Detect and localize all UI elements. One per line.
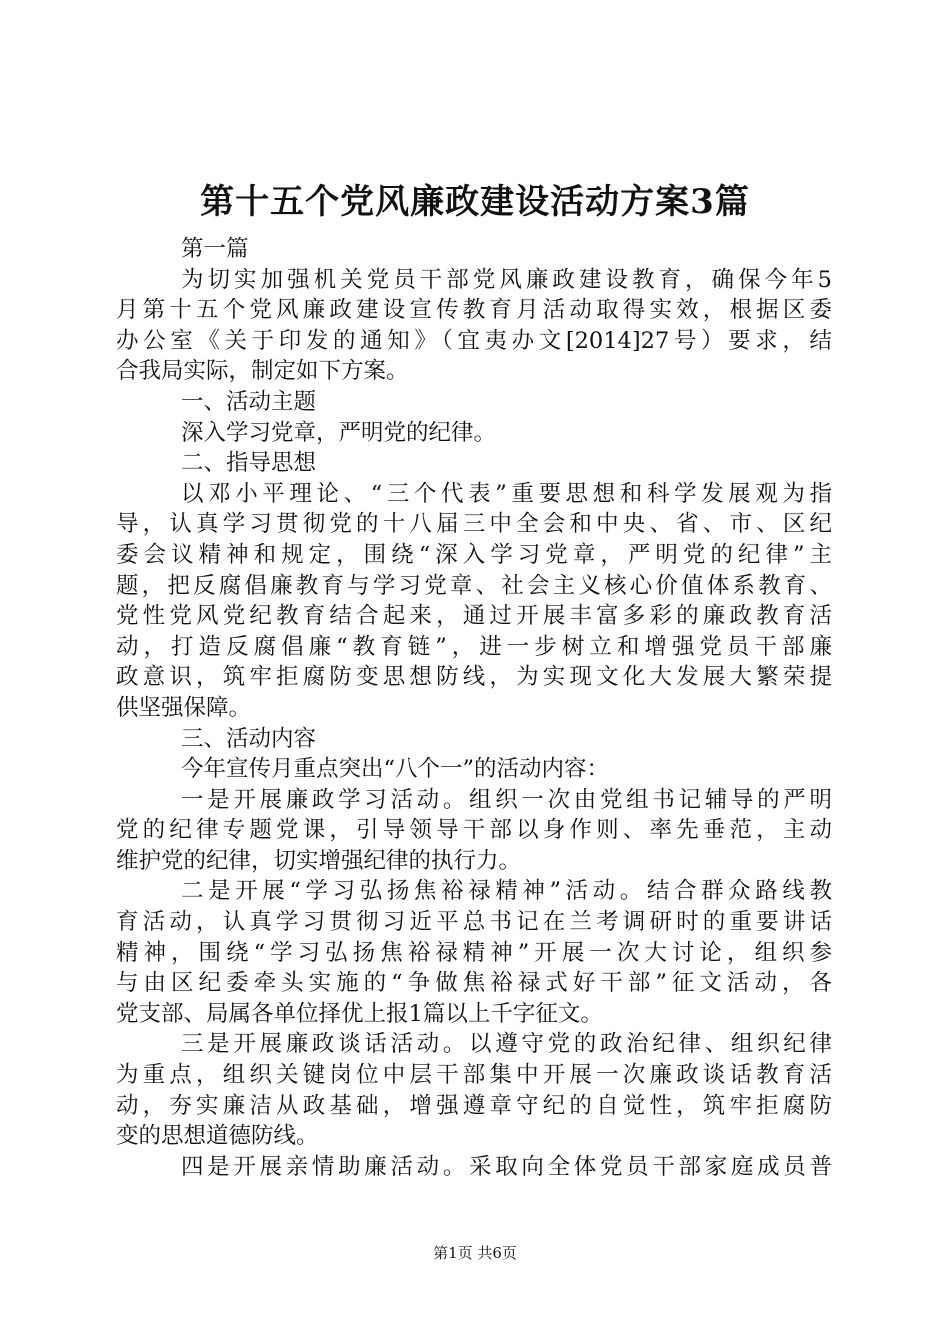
body-line: 动，夯实廉洁从政基础，增强遵章守纪的自觉性，筑牢拒腐防 [116, 1092, 832, 1119]
body-line: 二是开展“学习弘扬焦裕禄精神”活动。结合群众路线教 [181, 878, 832, 905]
body-line: 第一篇 [181, 236, 249, 262]
body-line: 为切实加强机关党员干部党风廉政建设教育，确保今年5 [181, 266, 832, 293]
body-line: 以邓小平理论、“三个代表”重要思想和科学发展观为指 [181, 480, 832, 507]
body-line: 精神，围绕“学习弘扬焦裕禄精神”开展一次大讨论，组织参 [116, 939, 832, 966]
body-line: 政意识，筑牢拒腐防变思想防线，为实现文化大发展大繁荣提 [116, 664, 832, 691]
body-line: 维护党的纪律，切实增强纪律的执行力。 [116, 847, 522, 874]
body-line: 动，打造反腐倡廉“教育链”，进一步树立和增强党员干部廉 [116, 633, 832, 660]
body-line: 一、活动主题 [181, 388, 317, 415]
body-line: 党性党风党纪教育结合起来，通过开展丰富多彩的廉政教育活 [116, 603, 832, 630]
document-body [116, 234, 832, 1182]
body-line: 四是开展亲情助廉活动。采取向全体党员干部家庭成员普 [181, 1153, 832, 1180]
body-line: 育活动，认真学习贯彻习近平总书记在兰考调研时的重要讲话 [116, 909, 832, 936]
body-line: 三是开展廉政谈话活动。以遵守党的政治纪律、组织纪律 [181, 1031, 832, 1058]
page-footer: 第1页 共6页 [433, 1244, 517, 1262]
body-line: 三、活动内容 [181, 725, 317, 752]
body-line: 党的纪律专题党课，引导领导干部以身作则、率先垂范，主动 [116, 817, 832, 844]
body-line: 变的思想道德防线。 [116, 1123, 319, 1150]
body-line: 委会议精神和规定，围绕“深入学习党章，严明党的纪律”主 [116, 541, 832, 568]
body-line: 题，把反腐倡廉教育与学习党章、社会主义核心价值体系教育、 [116, 572, 832, 599]
body-line: 二、指导思想 [181, 450, 317, 477]
body-line: 为重点，组织关键岗位中层干部集中开展一次廉政谈话教育活 [116, 1062, 832, 1089]
body-line: 今年宣传月重点突出“八个一”的活动内容： [181, 756, 610, 783]
document-title: 第十五个党风廉政建设活动方案3篇 [200, 182, 750, 222]
body-line: 供坚强保障。 [116, 694, 252, 721]
body-line: 导，认真学习贯彻党的十八届三中全会和中央、省、市、区纪 [116, 511, 832, 538]
body-line: 办公室《关于印发的通知》（宜夷办文[2014]27号）要求，结 [116, 327, 832, 354]
body-line: 与由区纪委牵头实施的“争做焦裕禄式好干部”征文活动，各 [116, 970, 832, 997]
body-line: 深入学习党章，严明党的纪律。 [181, 419, 497, 446]
body-line: 月第十五个党风廉政建设宣传教育月活动取得实效，根据区委 [116, 297, 832, 324]
body-line: 合我局实际，制定如下方案。 [116, 358, 409, 385]
body-line: 党支部、局属各单位择优上报1篇以上千字征文。 [116, 1000, 603, 1027]
body-line: 一是开展廉政学习活动。组织一次由党组书记辅导的严明 [181, 786, 832, 813]
